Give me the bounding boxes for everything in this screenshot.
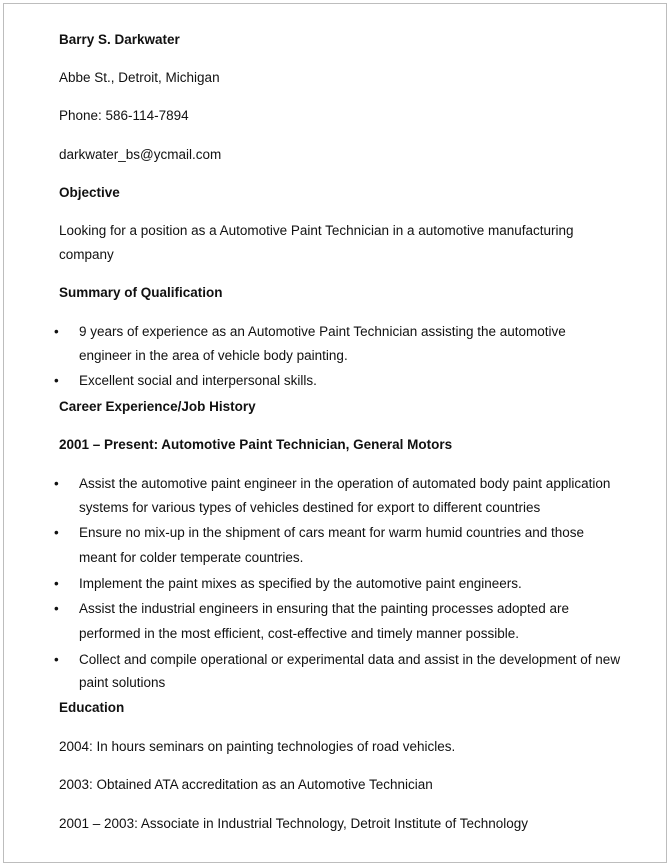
education-item-2: 2003: Obtained ATA accreditation as an Automotive Technician bbox=[59, 777, 433, 792]
applicant-name: Barry S. Darkwater bbox=[59, 32, 180, 47]
career-item-1-line-1: Assist the automotive paint engineer in the operation of automated body paint application bbox=[79, 476, 611, 491]
career-item-5-line-1: Collect and compile operational or experimental data and assist in the development of new bbox=[79, 652, 621, 667]
summary-item-2-line-1: Excellent social and interpersonal skills. bbox=[79, 373, 317, 388]
bullet-icon: • bbox=[54, 576, 59, 591]
summary-item-1-line-2: engineer in the area of vehicle body painting. bbox=[79, 348, 348, 363]
bullet-icon: • bbox=[54, 476, 59, 491]
phone: Phone: 586-114-7894 bbox=[59, 108, 189, 123]
objective-text-line-1: Looking for a position as a Automotive Paint Technician in a automotive manufacturing bbox=[59, 223, 574, 238]
career-item-4-line-2: performed in the most efficient, cost-effective and timely manner possible. bbox=[79, 626, 519, 641]
career-item-4-line-1: Assist the industrial engineers in ensuring that the painting processes adopted are bbox=[79, 601, 570, 616]
career-item-3-line-1: Implement the paint mixes as specified by the automotive paint engineers. bbox=[79, 576, 522, 591]
bullet-icon: • bbox=[54, 373, 59, 388]
email: darkwater_bs@ycmail.com bbox=[59, 147, 222, 162]
education-item-1: 2004: In hours seminars on painting technologies of road vehicles. bbox=[59, 739, 456, 754]
career-item-1-line-2: systems for various types of vehicles destined for export to different countries bbox=[79, 500, 541, 515]
career-item-2-line-1: Ensure no mix-up in the shipment of cars meant for warm humid countries and those bbox=[79, 525, 584, 540]
job-title: 2001 – Present: Automotive Paint Technician, General Motors bbox=[59, 437, 453, 452]
bullet-icon: • bbox=[54, 324, 59, 339]
bullet-icon: • bbox=[54, 525, 59, 540]
career-heading: Career Experience/Job History bbox=[59, 399, 256, 414]
address: Abbe St., Detroit, Michigan bbox=[59, 70, 220, 85]
resume-page bbox=[3, 3, 667, 863]
objective-heading: Objective bbox=[59, 185, 120, 200]
career-item-5-line-2: paint solutions bbox=[79, 675, 166, 690]
bullet-icon: • bbox=[54, 652, 59, 667]
summary-heading: Summary of Qualification bbox=[59, 285, 223, 300]
objective-text-line-2: company bbox=[59, 247, 114, 262]
career-item-2-line-2: meant for colder temperate countries. bbox=[79, 550, 304, 565]
summary-item-1-line-1: 9 years of experience as an Automotive Paint Technician assisting the automotive bbox=[79, 324, 566, 339]
bullet-icon: • bbox=[54, 601, 59, 616]
education-item-3: 2001 – 2003: Associate in Industrial Technology, Detroit Institute of Technology bbox=[59, 816, 529, 831]
education-heading: Education bbox=[59, 700, 125, 715]
